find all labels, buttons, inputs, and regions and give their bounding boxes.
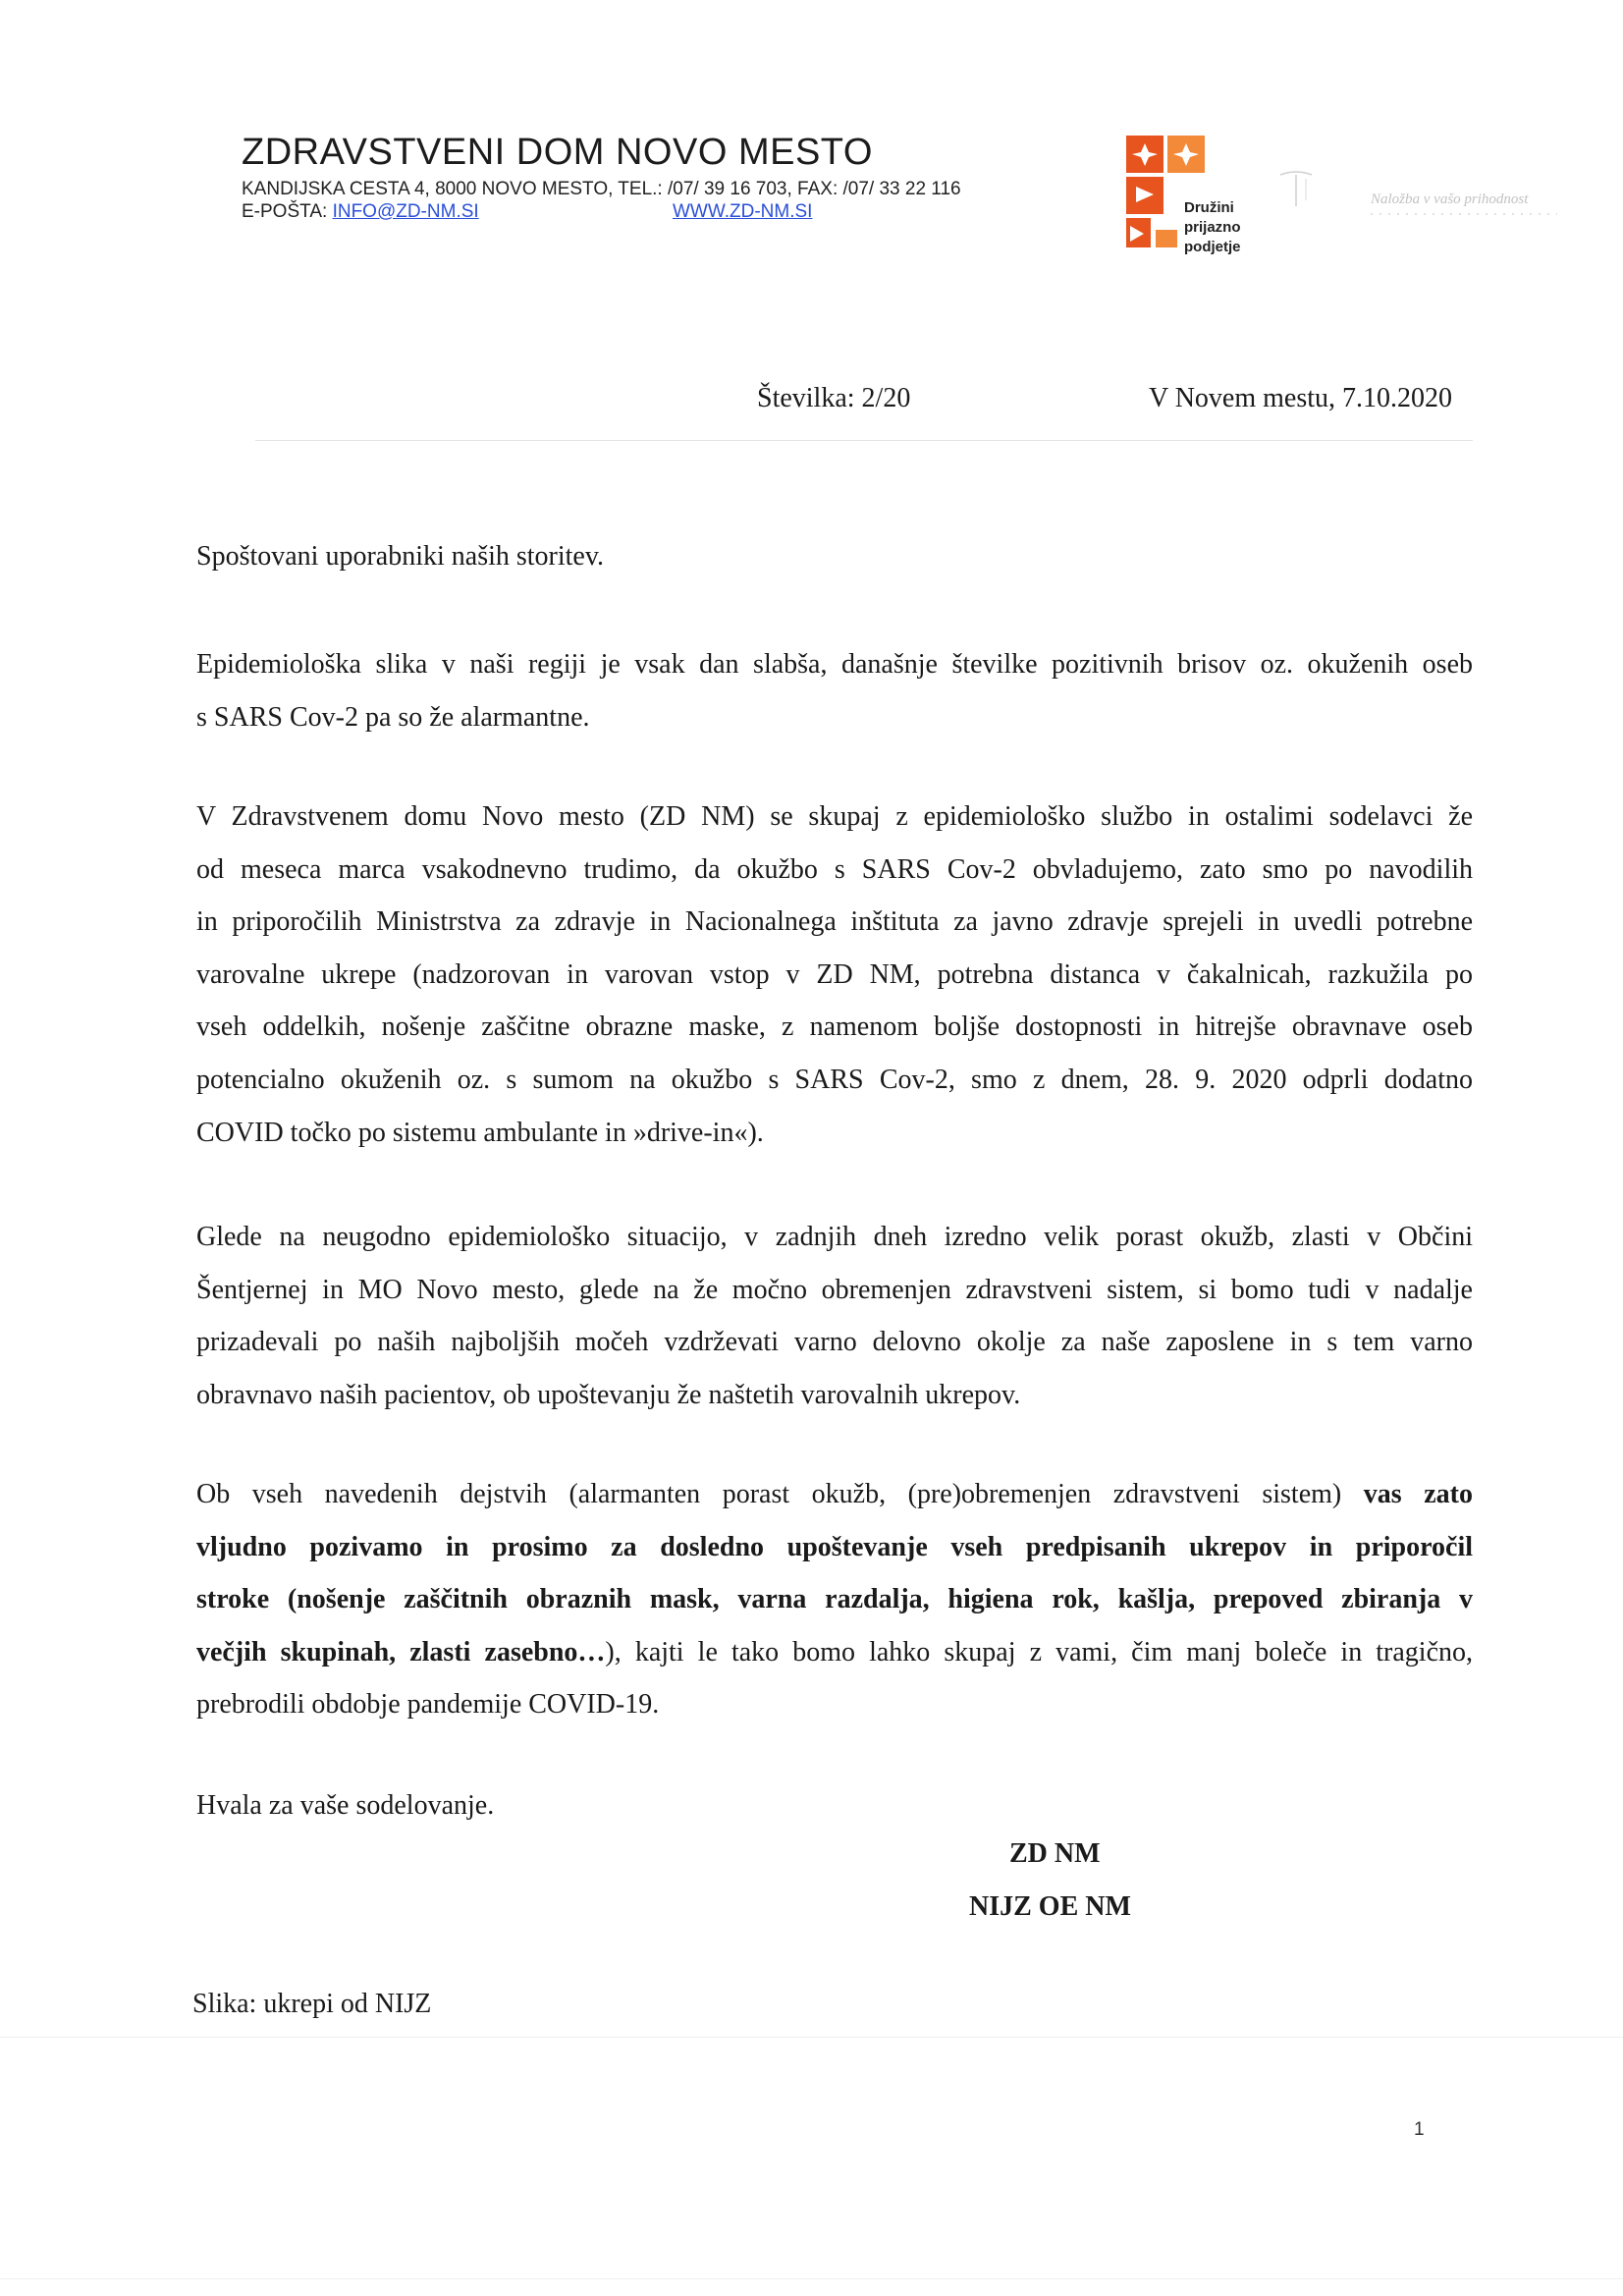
signature-line-2: NIJZ OE NM [969, 1891, 1131, 1922]
paragraph-line: s SARS Cov-2 pa so že alarmantne. [196, 701, 590, 733]
paragraph-line: Glede na neugodno epidemiološko situacijo, v zadnjih dneh izredno velik porast okužb, zlasti v Občini [196, 1222, 1473, 1252]
organization-address: KANDIJSKA CESTA 4, 8000 NOVO MESTO, TEL.: /07/ 39 16 703, FAX: /07/ 33 22 116 [242, 179, 961, 199]
paragraph-line: prizadevali po naših najboljših močeh vzdrževati varno delovno okolje za naše zaposlene in s tem varno [196, 1327, 1473, 1358]
paragraph-line: COVID točko po sistemu ambulante in »drive-in«). [196, 1117, 764, 1148]
email-link[interactable]: INFO@ZD-NM.SI [332, 201, 479, 222]
p4-line2-bold: vljudno pozivamo in prosimo za dosledno upoštevanje vseh predpisanih ukrepov in priporočil [196, 1531, 1473, 1562]
paragraph-line: in priporočilih Ministrstva za zdravje in Nacionalnega inštituta za javno zdravje sprejeli in uvedli potrebne [196, 906, 1473, 938]
paragraph-line: potencialno okuženih oz. s sumom na okužbo s SARS Cov-2, smo z dnem, 28. 9. 2020 odprli dodatno [196, 1064, 1473, 1095]
p4-line4-bold: večjih skupinah, zlasti zasebno… [196, 1636, 606, 1667]
paragraph-line [196, 1468, 1473, 1521]
paragraph-2 [196, 791, 1473, 1159]
website-link[interactable]: WWW.ZD-NM.SI [673, 201, 813, 222]
email-line [242, 201, 479, 223]
paragraph-line [196, 1521, 1473, 1574]
paragraph-line [196, 1573, 1473, 1626]
signature-line-1: ZD NM [1009, 1838, 1101, 1869]
p4-line3-bold: stroke (nošenje zaščitnih obraznih mask, varna razdalja, higiena rok, kašlja, prepoved zbiranja v [196, 1584, 1473, 1615]
salutation [196, 530, 1473, 583]
place-and-date: V Novem mestu, 7.10.2020 [1149, 383, 1453, 413]
email-label: E-POŠTA: [242, 201, 333, 222]
scan-artifact-line [0, 2037, 1623, 2038]
scan-artifact-line [0, 2278, 1623, 2279]
paragraph-line: Šentjernej in MO Novo mesto, glede na že močno obremenjen zdravstveni sistem, si bomo tudi v nadalje [196, 1274, 1473, 1305]
eu-tagline: Naložba v vašo prihodnost [1371, 191, 1529, 207]
organization-name: ZDRAVSTVENI DOM NOVO MESTO [242, 132, 873, 173]
logo-text-line2: prijazno [1184, 219, 1241, 236]
page-number: 1 [1414, 2119, 1425, 2140]
salutation-text: Spoštovani uporabniki naših storitev. [196, 541, 605, 572]
paragraph-line: vseh oddelkih, nošenje zaščitne obrazne maske, z namenom boljše dostopnosti in hitrejše obravnave oseb [196, 1011, 1473, 1043]
paragraph-line: varovalne ukrepe (nadzorovan in varovan vstop v ZD NM, potrebna distanca v čakalnicah, razkužila po [196, 958, 1473, 990]
reference-divider [255, 440, 1473, 441]
image-caption: Slika: ukrepi od NIJZ [192, 1989, 432, 2019]
logo-text-line1: Družini [1184, 199, 1234, 216]
logo-text-line3: podjetje [1184, 239, 1241, 255]
p4-line1-normal: Ob vseh navedenih dejstvih (alarmanten porast okužb, (pre)obremenjen zdravstveni sistem) [196, 1479, 1364, 1509]
paragraph-line: od meseca marca vsakodnevno trudimo, da okužbo s SARS Cov-2 obvladujemo, zato smo po navodilih [196, 853, 1473, 885]
document-number: Številka: 2/20 [757, 383, 911, 413]
paragraph-line: prebrodili obdobje pandemije COVID-19. [196, 1689, 660, 1721]
logo-text [1184, 198, 1241, 257]
p4-line1-bold: vas zato [1363, 1479, 1473, 1509]
paragraph-1 [196, 638, 1473, 743]
faint-emblem-icon [1276, 167, 1316, 226]
closing-thanks [196, 1779, 1473, 1832]
paragraph-line: obravnavo naših pacientov, ob upoštevanju že naštetih varovalnih ukrepov. [196, 1379, 1021, 1410]
thanks-text: Hvala za vaše sodelovanje. [196, 1790, 495, 1821]
paragraph-line: V Zdravstvenem domu Novo mesto (ZD NM) se skupaj z epidemiološko službo in ostalimi sodelavci že [196, 801, 1473, 832]
paragraph-4 [196, 1468, 1473, 1731]
paragraph-3 [196, 1211, 1473, 1421]
p4-line4-normal: ), kajti le tako bomo lahko skupaj z vami, čim manj boleče in tragično, [605, 1636, 1474, 1667]
paragraph-line: Epidemiološka slika v naši regiji je vsak dan slabša, današnje številke pozitivnih brisov oz. okuženih oseb [196, 649, 1473, 680]
faint-dotted-line [1371, 212, 1557, 216]
paragraph-line [196, 1626, 1473, 1679]
